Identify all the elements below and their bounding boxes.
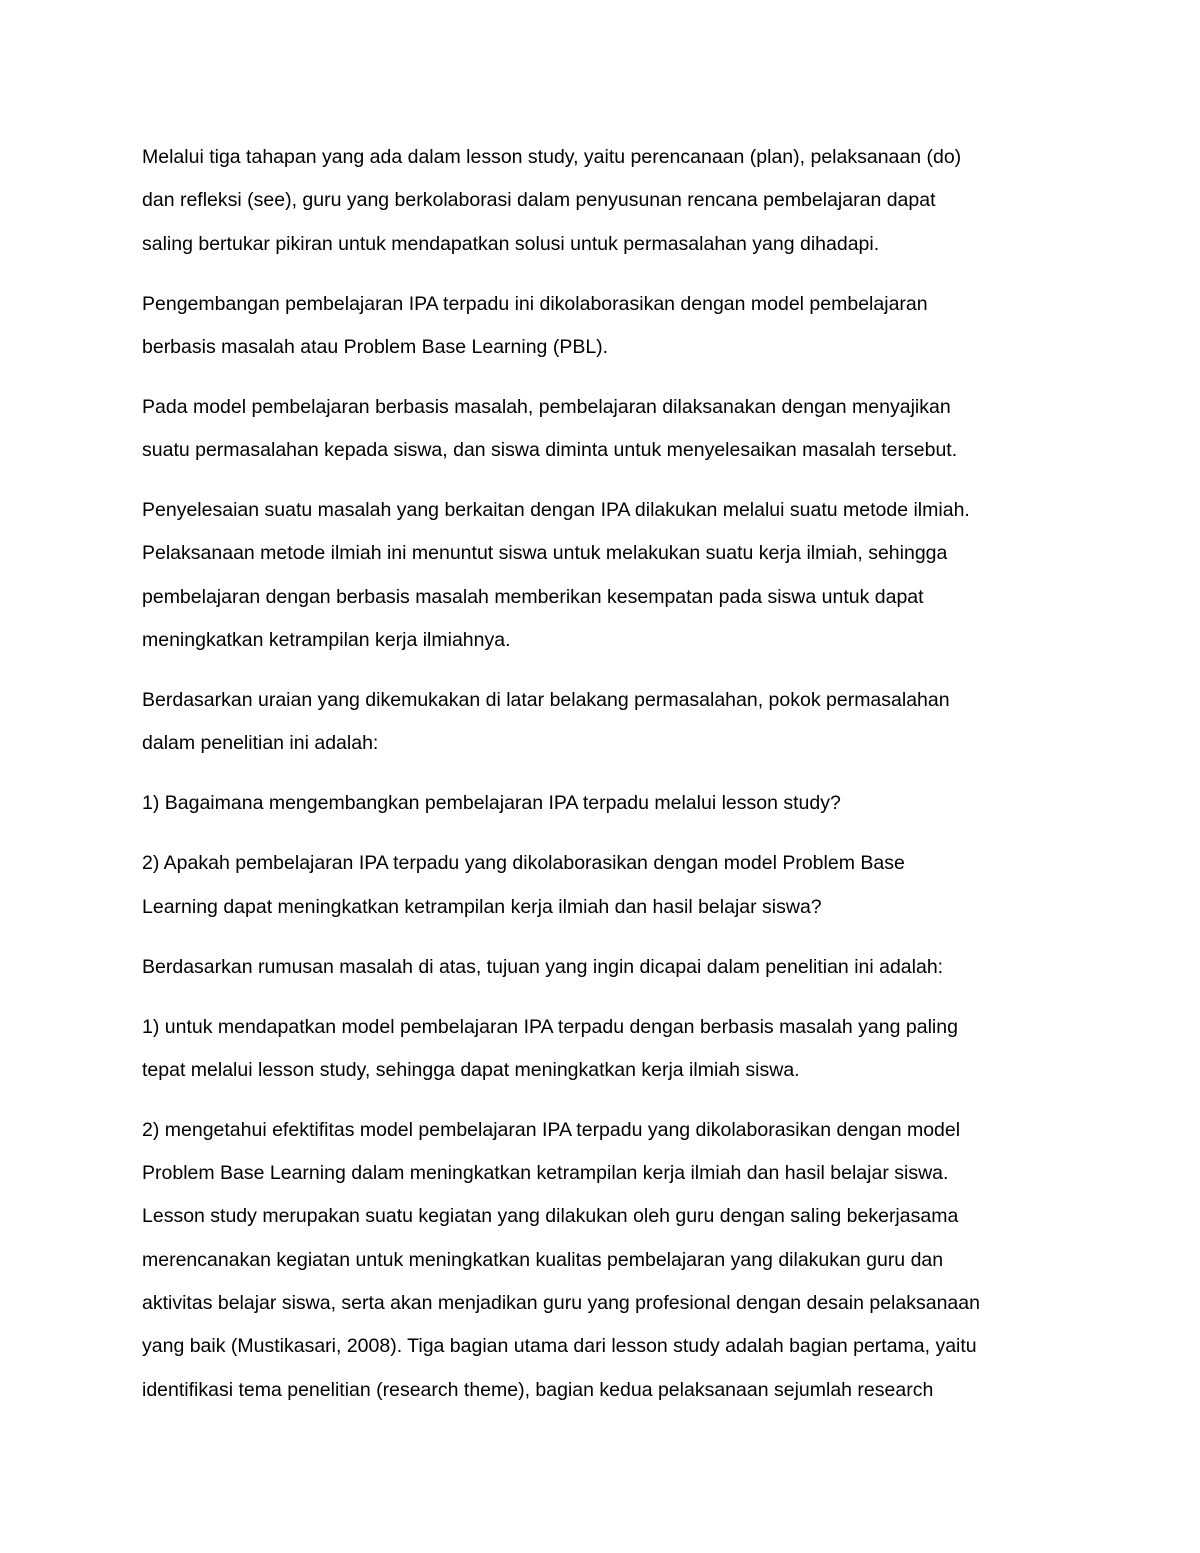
text-line: aktivitas belajar siswa, serta akan menjadikan guru yang profesional dengan desain pelaksanaan: [142, 1292, 980, 1315]
text-line: 1) Bagaimana mengembangkan pembelajaran IPA terpadu melalui lesson study?: [142, 792, 841, 815]
text-line: Learning dapat meningkatkan ketrampilan kerja ilmiah dan hasil belajar siswa?: [142, 895, 822, 918]
text-line: 1) untuk mendapatkan model pembelajaran IPA terpadu dengan berbasis masalah yang paling: [142, 1015, 958, 1038]
paragraph: [142, 386, 1082, 473]
text-line: yang baik (Mustikasari, 2008). Tiga bagian utama dari lesson study adalah bagian pertama, yaitu: [142, 1335, 977, 1358]
text-line: identifikasi tema penelitian (research theme), bagian kedua pelaksanaan sejumlah research: [142, 1378, 934, 1401]
text-line: tepat melalui lesson study, sehingga dapat meningkatkan kerja ilmiah siswa.: [142, 1058, 800, 1081]
paragraph: [142, 283, 1082, 370]
text-line: Berdasarkan uraian yang dikemukakan di latar belakang permasalahan, pokok permasalahan: [142, 689, 950, 712]
document-body: [142, 136, 1082, 1412]
text-line: Pada model pembelajaran berbasis masalah, pembelajaran dilaksanakan dengan menyajikan: [142, 395, 951, 418]
text-line: Pengembangan pembelajaran IPA terpadu ini dikolaborasikan dengan model pembelajaran: [142, 292, 928, 315]
text-line: berbasis masalah atau Problem Base Learning (PBL).: [142, 335, 609, 358]
text-line: dalam penelitian ini adalah:: [142, 732, 379, 755]
text-line: Penyelesaian suatu masalah yang berkaitan dengan IPA dilakukan melalui suatu metode ilmiah.: [142, 499, 970, 522]
paragraph: [142, 1109, 1082, 1412]
text-line: Lesson study merupakan suatu kegiatan yang dilakukan oleh guru dengan saling bekerjasama: [142, 1205, 959, 1228]
text-line: saling bertukar pikiran untuk mendapatkan solusi untuk permasalahan yang dihadapi.: [142, 232, 880, 255]
paragraph: [142, 489, 1082, 662]
text-line: dan refleksi (see), guru yang berkolaborasi dalam penyusunan rencana pembelajaran dapat: [142, 189, 936, 212]
text-line: merencanakan kegiatan untuk meningkatkan kualitas pembelajaran yang dilakukan guru dan: [142, 1248, 944, 1271]
text-line: Melalui tiga tahapan yang ada dalam lesson study, yaitu perencanaan (plan), pelaksanaan (do): [142, 146, 962, 168]
text-line: 2) mengetahui efektifitas model pembelajaran IPA terpadu yang dikolaborasikan dengan model: [142, 1118, 961, 1141]
text-line: 2) Apakah pembelajaran IPA terpadu yang dikolaborasikan dengan model Problem Base: [142, 852, 905, 875]
text-line: pembelajaran dengan berbasis masalah memberikan kesempatan pada siswa untuk dapat: [142, 585, 924, 608]
paragraph: [142, 1006, 1082, 1093]
text-line: Problem Base Learning dalam meningkatkan ketrampilan kerja ilmiah dan hasil belajar siswa.: [142, 1162, 949, 1185]
text-line: Berdasarkan rumusan masalah di atas, tujuan yang ingin dicapai dalam penelitian ini adalah:: [142, 955, 944, 978]
paragraph: [142, 842, 1082, 929]
paragraph: [142, 782, 1082, 825]
paragraph: [142, 136, 1082, 266]
text-line: meningkatkan ketrampilan kerja ilmiahnya.: [142, 629, 511, 652]
text-line: Pelaksanaan metode ilmiah ini menuntut siswa untuk melakukan suatu kerja ilmiah, sehingga: [142, 542, 948, 565]
paragraph: [142, 679, 1082, 766]
text-line: suatu permasalahan kepada siswa, dan siswa diminta untuk menyelesaikan masalah tersebut.: [142, 439, 958, 462]
paragraph: [142, 946, 1082, 989]
